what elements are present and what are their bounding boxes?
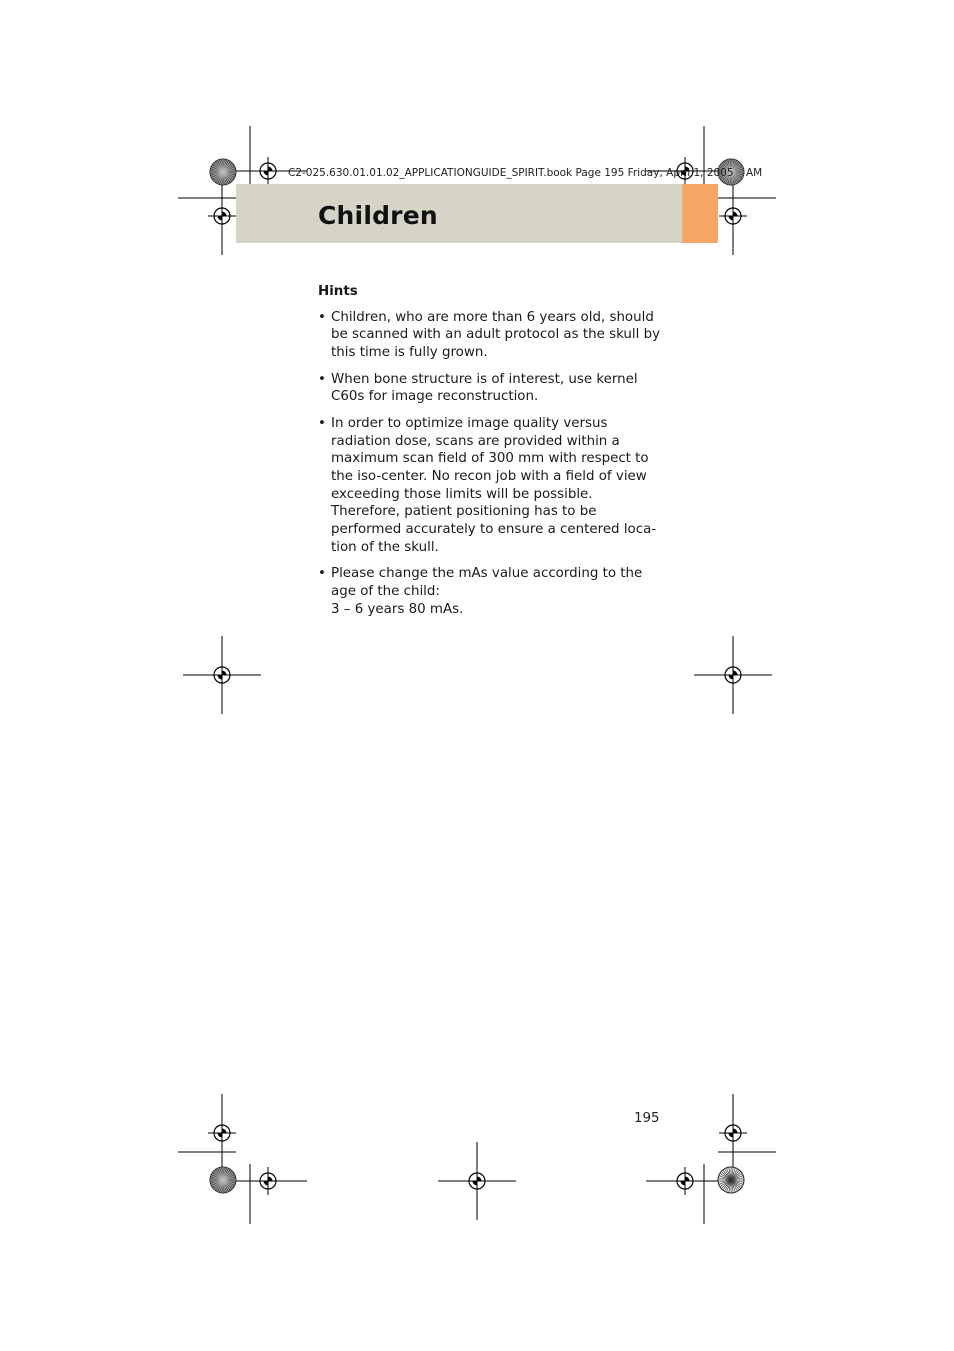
registration-target-icon bbox=[183, 636, 261, 714]
bullet-icon: • bbox=[318, 371, 326, 387]
list-item-text: When bone structure is of interest, use kernel C60s for image reconstruction. bbox=[331, 371, 638, 405]
list-item-text: In order to optimize image quality versus radiation dose, scans are provided within a maximum scan field of 300 mm with respect to the iso-center. No recon job with a field of view exceeding those limits will be possible. Therefore, patient positioning has to be performed accurately to ensure a centered loca-tion of the skull. bbox=[331, 415, 657, 555]
registration-target-icon bbox=[719, 1094, 747, 1172]
hints-list bbox=[318, 309, 663, 619]
registration-target-icon bbox=[229, 1167, 307, 1195]
sunburst-mark-icon bbox=[210, 159, 236, 185]
list-item bbox=[318, 565, 663, 618]
title-band bbox=[236, 184, 682, 243]
registration-target-icon bbox=[208, 1094, 236, 1172]
registration-target-icon bbox=[208, 177, 236, 255]
list-item-text: Please change the mAs value according to the age of the child: bbox=[331, 566, 643, 599]
registration-target-icon bbox=[646, 1167, 724, 1195]
chapter-tab bbox=[682, 184, 718, 243]
bullet-icon: • bbox=[318, 415, 326, 431]
registration-target-icon bbox=[694, 636, 772, 714]
list-item-text: Children, who are more than 6 years old, should be scanned with an adult protocol as the skull by this time is fully grown. bbox=[331, 309, 661, 361]
list-item bbox=[318, 371, 663, 406]
section-heading: Hints bbox=[318, 284, 358, 299]
page-number: 195 bbox=[634, 1111, 660, 1126]
hints-section bbox=[318, 283, 663, 627]
bullet-icon: • bbox=[318, 566, 326, 582]
list-item bbox=[318, 309, 663, 362]
sunburst-mark-icon bbox=[210, 1167, 236, 1193]
list-item-subtext: 3 – 6 years 80 mAs. bbox=[331, 601, 464, 617]
registration-target-icon bbox=[438, 1142, 516, 1220]
sunburst-mark-icon bbox=[718, 1167, 744, 1193]
list-item bbox=[318, 415, 663, 557]
print-header bbox=[288, 167, 763, 179]
registration-target-icon bbox=[719, 177, 747, 255]
print-header-text: C2-025.630.01.01.02_APPLICATIONGUIDE_SPIRIT.book Page 195 Friday, April 1, 2005 bbox=[288, 167, 734, 179]
print-header-ampm: AM bbox=[746, 167, 763, 179]
page-title: Children bbox=[318, 201, 438, 230]
bullet-icon: • bbox=[318, 309, 326, 325]
